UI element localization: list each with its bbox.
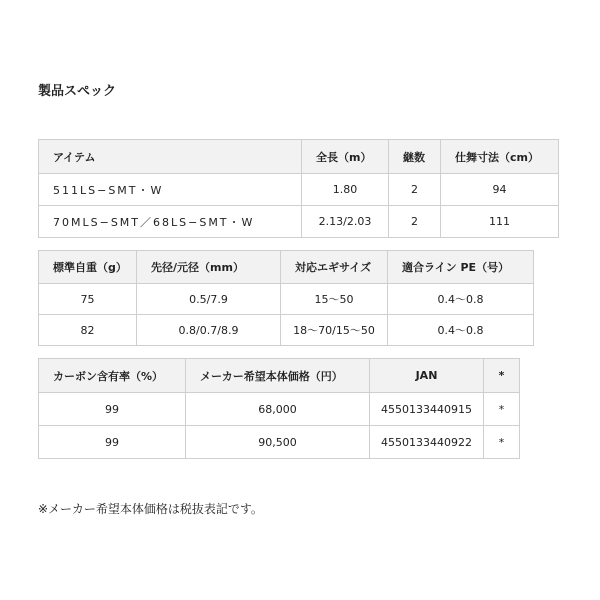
spec-table-item: [38, 139, 559, 238]
cell-item: 511LS−SMT・W: [39, 174, 302, 206]
table-row: [39, 206, 559, 238]
header-price: メーカー希望本体価格（円）: [186, 359, 370, 393]
cell-pieces: 2: [389, 206, 441, 238]
table-row: [39, 174, 559, 206]
cell-carbon: 99: [39, 426, 186, 459]
header-pieces: 継数: [389, 140, 441, 174]
table-header-row: [39, 140, 559, 174]
table-row: [39, 315, 534, 346]
cell-price: 90,500: [186, 426, 370, 459]
header-egi-size: 対応エギサイズ: [281, 251, 388, 284]
header-line: 適合ライン PE（号）: [388, 251, 534, 284]
cell-diameter: 0.5/7.9: [137, 284, 281, 315]
header-length: 全長（m）: [302, 140, 389, 174]
cell-jan: 4550133440915: [370, 393, 484, 426]
header-diameter: 先径/元径（mm）: [137, 251, 281, 284]
cell-weight: 82: [39, 315, 137, 346]
cell-pieces: 2: [389, 174, 441, 206]
cell-line: 0.4〜0.8: [388, 315, 534, 346]
header-mark: *: [484, 359, 520, 393]
cell-weight: 75: [39, 284, 137, 315]
cell-length: 1.80: [302, 174, 389, 206]
cell-price: 68,000: [186, 393, 370, 426]
cell-mark: *: [484, 393, 520, 426]
cell-diameter: 0.8/0.7/8.9: [137, 315, 281, 346]
table-row: [39, 393, 520, 426]
cell-carbon: 99: [39, 393, 186, 426]
table-header-row: [39, 359, 520, 393]
header-jan: JAN: [370, 359, 484, 393]
spec-heading: 製品スペック: [38, 84, 117, 99]
cell-mark: *: [484, 426, 520, 459]
cell-jan: 4550133440922: [370, 426, 484, 459]
spec-table-price: [38, 358, 520, 459]
price-note: ※メーカー希望本体価格は税抜表記です。: [38, 502, 263, 516]
cell-egi-size: 18〜70/15〜50: [281, 315, 388, 346]
header-carbon: カーボン含有率（%）: [39, 359, 186, 393]
header-closed-length: 仕舞寸法（cm）: [441, 140, 559, 174]
cell-line: 0.4〜0.8: [388, 284, 534, 315]
cell-egi-size: 15〜50: [281, 284, 388, 315]
cell-item: 70MLS−SMT／68LS−SMT・W: [39, 206, 302, 238]
header-item: アイテム: [39, 140, 302, 174]
cell-length: 2.13/2.03: [302, 206, 389, 238]
cell-closed-length: 94: [441, 174, 559, 206]
cell-closed-length: 111: [441, 206, 559, 238]
table-row: [39, 284, 534, 315]
table-header-row: [39, 251, 534, 284]
spec-table-weight: [38, 250, 534, 346]
table-row: [39, 426, 520, 459]
header-weight: 標準自重（g）: [39, 251, 137, 284]
